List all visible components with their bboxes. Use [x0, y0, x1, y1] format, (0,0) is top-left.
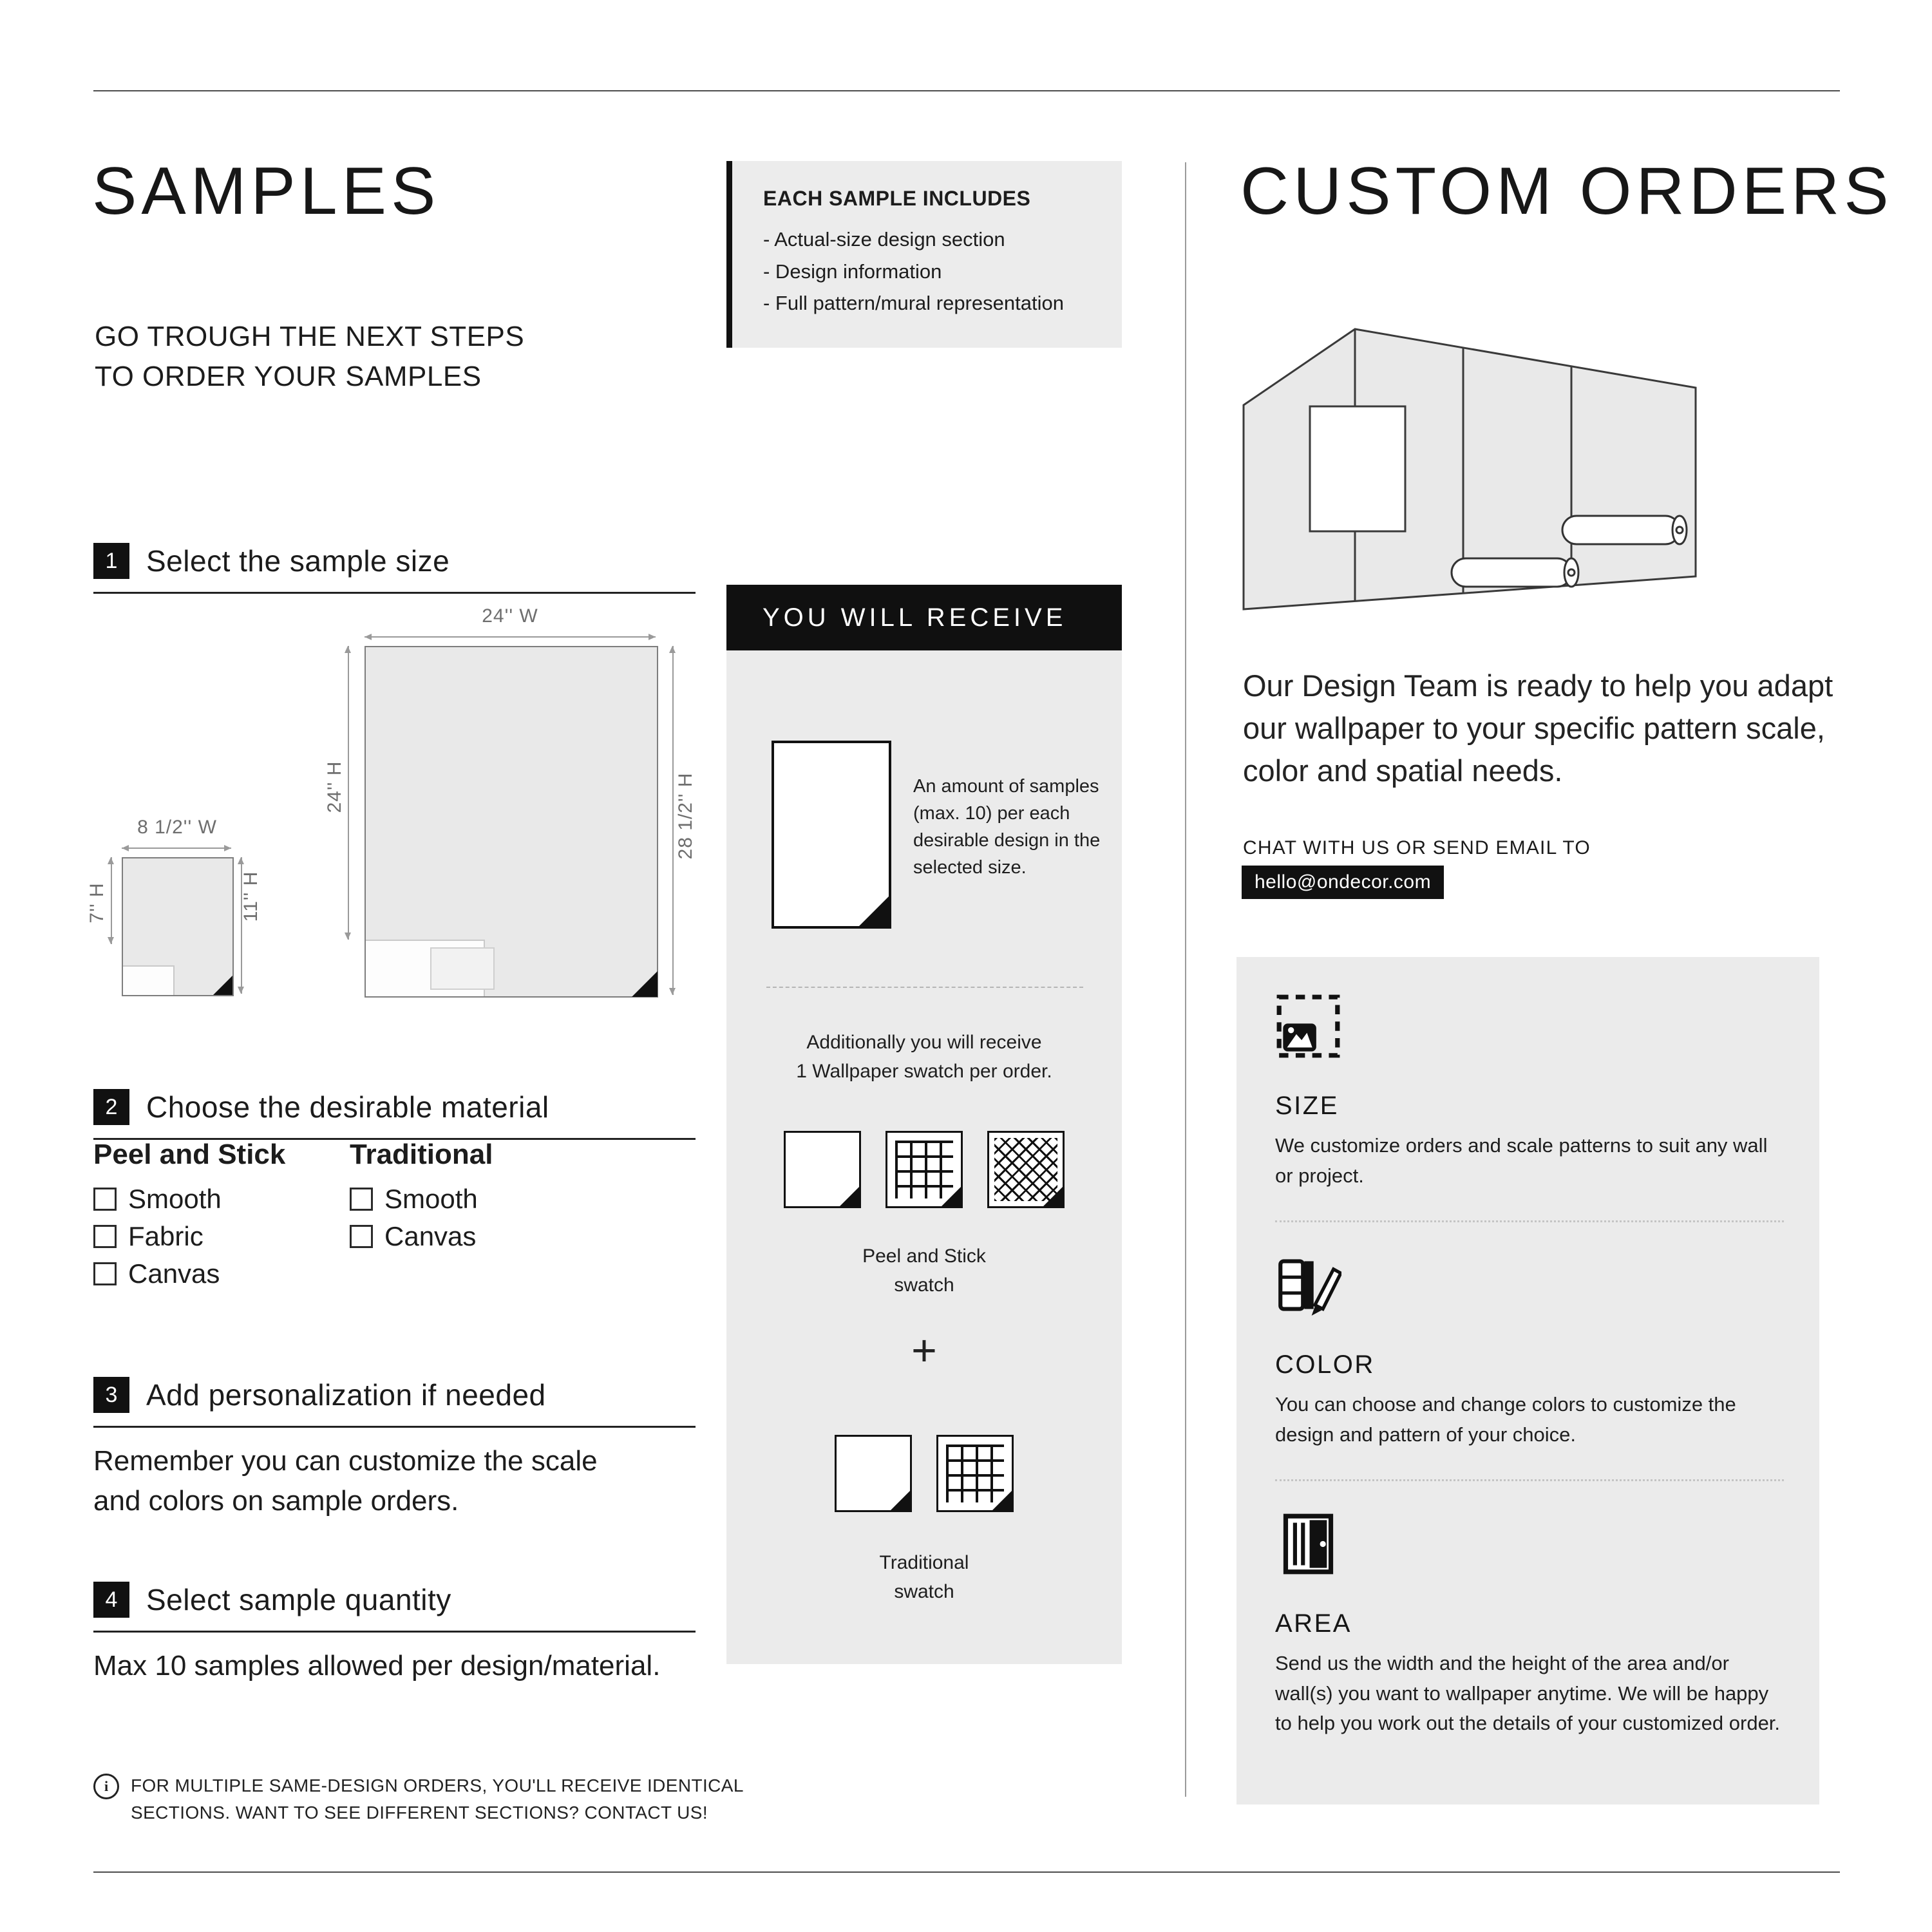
samples-intro-line1: GO TROUGH THE NEXT STEPS — [95, 321, 525, 352]
step-1-header — [93, 543, 696, 594]
checkbox[interactable] — [93, 1262, 117, 1285]
sample-sheet-icon — [772, 741, 891, 929]
peel-swatch-line1: Peel and Stick — [862, 1245, 986, 1267]
grid-swatch-icon — [936, 1435, 1014, 1512]
top-rule — [93, 90, 1840, 91]
step-4-text: Max 10 samples allowed per design/material. — [93, 1650, 661, 1681]
peel-swatch-row — [726, 1131, 1122, 1208]
column-divider — [1185, 162, 1186, 1797]
grid-pattern — [895, 1141, 953, 1198]
bottom-rule — [93, 1871, 1840, 1873]
feature-heading-size: SIZE — [1275, 1092, 1339, 1120]
samples-amount-text: An amount of samples (max. 10) per each desirable design in the selected size. — [913, 776, 1101, 878]
additional-line2: 1 Wallpaper swatch per order. — [796, 1061, 1052, 1082]
step-2-header — [93, 1089, 696, 1140]
samples-intro — [95, 317, 524, 397]
checkbox[interactable] — [93, 1225, 117, 1248]
step-4-header — [93, 1582, 696, 1633]
includes-title: EACH SAMPLE INCLUDES — [763, 187, 1031, 210]
step-2-number: 2 — [93, 1089, 129, 1125]
additional-line1: Additionally you will receive — [806, 1032, 1042, 1053]
dashed-divider — [766, 987, 1083, 988]
small-width-label: 8 1/2'' W — [137, 817, 217, 838]
feature-heading-color: COLOR — [1275, 1350, 1375, 1379]
step-4-label: Select sample quantity — [146, 1583, 451, 1616]
crosshatch-swatch-icon — [987, 1131, 1065, 1208]
large-left-height-label: 24'' H — [324, 761, 345, 813]
traditional-swatch-line2: swatch — [894, 1581, 954, 1602]
small-width-dimline — [122, 848, 231, 849]
each-sample-includes-box — [726, 161, 1122, 348]
material-option-traditional-smooth[interactable] — [350, 1184, 478, 1215]
step-4-number: 4 — [93, 1582, 129, 1618]
checkbox[interactable] — [93, 1188, 117, 1211]
option-label: Canvas — [128, 1258, 220, 1289]
step-3-number: 3 — [93, 1377, 129, 1413]
option-label: Canvas — [384, 1221, 477, 1251]
option-label: Smooth — [384, 1184, 478, 1214]
grid-swatch-icon — [886, 1131, 963, 1208]
large-width-dimline — [365, 636, 656, 638]
traditional-swatch-label — [726, 1548, 1122, 1606]
you-will-receive-header: YOU WILL RECEIVE — [726, 585, 1122, 650]
small-left-height-label: 7'' H — [86, 882, 108, 923]
large-right-height-label: 28 1/2'' H — [675, 772, 696, 860]
large-left-dimline — [348, 646, 349, 940]
dotted-divider — [1275, 1479, 1784, 1481]
material-option-traditional-canvas[interactable] — [350, 1221, 476, 1252]
wallpaper-roll-icon — [1562, 516, 1687, 544]
option-label: Fabric — [128, 1221, 204, 1251]
footnote-line2: SECTIONS. WANT TO SEE DIFFERENT SECTIONS? CONTACT US! — [131, 1803, 708, 1823]
traditional-title: Traditional — [350, 1139, 493, 1170]
feature-text-size: We customize orders and scale patterns to suit any wall or project. — [1275, 1134, 1768, 1187]
plus-sign: + — [911, 1326, 937, 1375]
samples-intro-line2: TO ORDER YOUR SAMPLES — [95, 361, 482, 393]
peel-swatch-label — [726, 1242, 1122, 1300]
samples-title: SAMPLES — [92, 154, 440, 229]
blank-swatch-icon — [784, 1131, 861, 1208]
additional-text — [726, 1028, 1122, 1086]
design-team-text: Our Design Team is ready to help you adapt our wallpaper to your specific pattern scale, color and spatial needs. — [1243, 668, 1833, 788]
custom-orders-title: CUSTOM ORDERS — [1240, 154, 1893, 229]
option-label: Smooth — [128, 1184, 222, 1214]
footnote — [93, 1772, 744, 1826]
checkbox[interactable] — [350, 1225, 373, 1248]
feature-text-color: You can choose and change colors to customize the design and pattern of your choice. — [1275, 1393, 1736, 1446]
traditional-swatch-row — [726, 1435, 1122, 1512]
small-sample-diagram — [122, 857, 234, 996]
peel-and-stick-title: Peel and Stick — [93, 1139, 286, 1170]
blank-swatch-icon — [835, 1435, 912, 1512]
footnote-line1: FOR MULTIPLE SAME-DESIGN ORDERS, YOU'LL RECEIVE IDENTICAL — [131, 1776, 744, 1795]
chat-label: CHAT WITH US OR SEND EMAIL TO — [1243, 837, 1591, 858]
step-2-label: Choose the desirable material — [146, 1090, 549, 1124]
material-option-peel-fabric[interactable] — [93, 1221, 204, 1252]
step-1-label: Select the sample size — [146, 544, 450, 578]
size-icon — [1275, 993, 1341, 1059]
peel-swatch-line2: swatch — [894, 1274, 954, 1296]
material-option-peel-canvas[interactable] — [93, 1258, 220, 1289]
large-sample-diagram — [365, 646, 658, 998]
step-1-number: 1 — [93, 543, 129, 579]
small-right-height-label: 11'' H — [240, 871, 261, 922]
area-icon — [1275, 1511, 1341, 1577]
feature-heading-area: AREA — [1275, 1609, 1352, 1638]
small-left-dimline — [111, 857, 112, 944]
large-sample-section-b — [430, 947, 495, 990]
small-right-dimline — [241, 857, 242, 994]
footnote-text — [131, 1772, 744, 1826]
info-icon: i — [93, 1774, 119, 1799]
wallpaper-roll-icon — [1452, 558, 1578, 587]
includes-item: - Design information — [763, 260, 942, 283]
checkbox[interactable] — [350, 1188, 373, 1211]
includes-item: - Actual-size design section — [763, 228, 1005, 251]
small-sample-section — [123, 965, 175, 995]
custom-features-panel — [1236, 957, 1819, 1804]
email-badge[interactable]: hello@ondecor.com — [1242, 866, 1444, 899]
large-width-label: 24'' W — [482, 605, 538, 627]
step-3-text: Remember you can customize the scale and colors on sample orders. — [93, 1445, 598, 1517]
material-option-peel-smooth[interactable] — [93, 1184, 222, 1215]
color-icon — [1275, 1252, 1341, 1318]
step-3-label: Add personalization if needed — [146, 1378, 546, 1412]
includes-item: - Full pattern/mural representation — [763, 292, 1064, 315]
dotted-divider — [1275, 1220, 1784, 1222]
large-right-dimline — [672, 646, 674, 995]
traditional-swatch-line1: Traditional — [879, 1552, 969, 1573]
crosshatch-pattern — [994, 1138, 1057, 1201]
step-3-header — [93, 1377, 696, 1428]
feature-text-area: Send us the width and the height of the area and/or wall(s) you want to wallpaper anytime. We will be happy to help you work out the details of your customized order. — [1275, 1652, 1781, 1734]
wall-illustration — [1242, 325, 1698, 620]
grid-pattern — [946, 1444, 1004, 1502]
